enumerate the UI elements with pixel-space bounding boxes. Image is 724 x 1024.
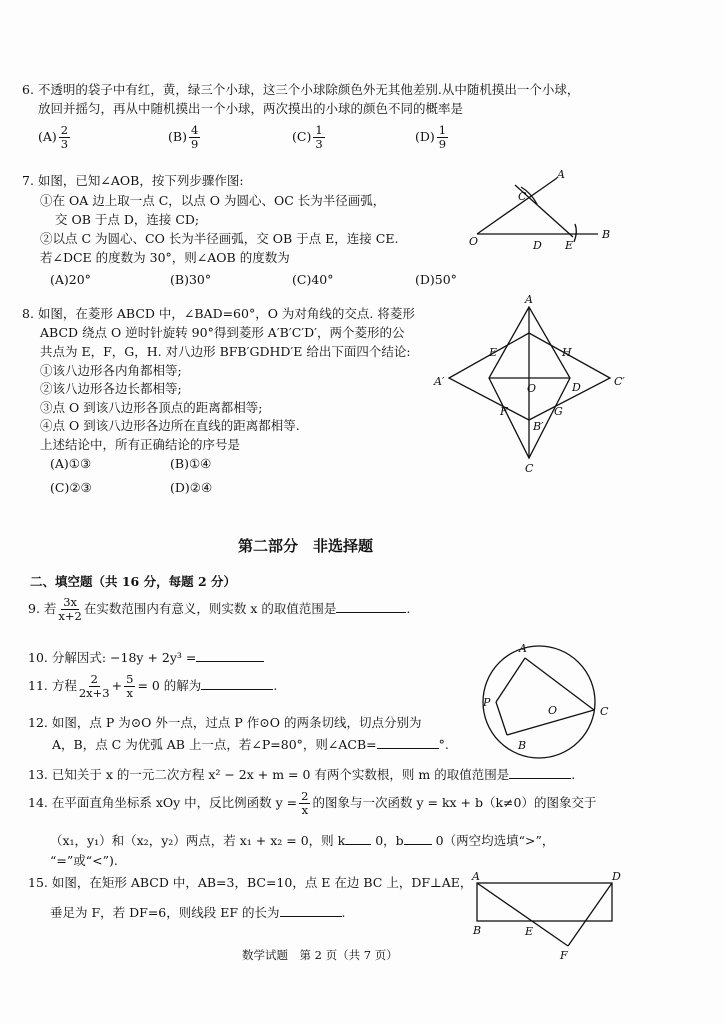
q9-end: . bbox=[406, 601, 411, 616]
q13-end: . bbox=[571, 767, 576, 782]
q7-option-b: (B)30° bbox=[170, 272, 212, 287]
label-e: E bbox=[489, 346, 498, 359]
q12-text: A，B，点 C 为优弧 AB 上一点，若∠P=80°，则∠ACB= bbox=[52, 737, 377, 752]
q7-line1: 7. 如图，已知∠AOB，按下列步骤作图: bbox=[22, 173, 244, 188]
q8-line2: ABCD 绕点 O 逆时针旋转 90°得到菱形 A′B′C′D′，两个菱形的公 bbox=[40, 325, 405, 340]
denominator: 2x+3 bbox=[78, 686, 110, 700]
q15-line1: 15. 如图，在矩形 ABCD 中，AB=3，BC=10，点 E 在边 BC 上，DF⊥AE， bbox=[28, 875, 473, 890]
label-c: C bbox=[600, 705, 609, 718]
label-b: B bbox=[518, 739, 527, 752]
numerator: 5 bbox=[126, 672, 134, 686]
q8-conclusion-1: ①该八边形各内角都相等; bbox=[40, 363, 182, 378]
label-g: G bbox=[554, 405, 563, 418]
q11-text: = 0 的解为 bbox=[137, 678, 202, 693]
label-a: A bbox=[557, 168, 565, 181]
option-label: (D) bbox=[415, 129, 435, 144]
label-c: C bbox=[518, 190, 527, 203]
label-e: E bbox=[525, 925, 534, 938]
q9-prefix: 9. 若 bbox=[28, 601, 57, 616]
q8-option-a: (A)①③ bbox=[50, 456, 92, 471]
q8-conclusion-3: ③点 O 到该八边形各顶点的距离都相等; bbox=[40, 400, 263, 415]
plus-sign: + bbox=[111, 678, 123, 693]
option-label: (C) bbox=[292, 129, 312, 144]
page-footer: 数学试题 第 2 页（共 7 页） bbox=[242, 948, 398, 962]
q9-text: 在实数范围内有意义，则实数 x 的取值范围是 bbox=[83, 601, 337, 616]
denominator: x bbox=[126, 686, 134, 700]
label-f: F bbox=[500, 405, 508, 418]
q8-option-c: (C)②③ bbox=[50, 480, 92, 495]
option-label: (B) bbox=[168, 129, 187, 144]
denominator: x bbox=[301, 803, 309, 817]
subsection-heading: 二、填空题（共 16 分，每题 2 分） bbox=[30, 574, 237, 589]
q8-prompt: 上述结论中，所有正确结论的序号是 bbox=[40, 437, 241, 452]
q11-prefix: 11. 方程 bbox=[28, 678, 77, 693]
label-a-prime: A′ bbox=[434, 375, 445, 388]
q14-text: 0（两空均选填“>”， bbox=[435, 833, 555, 848]
label-e: E bbox=[565, 239, 574, 252]
label-a: A bbox=[519, 642, 527, 655]
q11-end: . bbox=[273, 678, 278, 693]
numerator: 1 bbox=[315, 123, 323, 137]
q12-line1: 12. 如图，点 P 为⊙O 外一点，过点 P 作⊙O 的两条切线，切点分别为 bbox=[28, 715, 422, 730]
q15-rectangle-figure bbox=[12, 0, 724, 1000]
numerator: 3x bbox=[63, 595, 78, 609]
label-c: C bbox=[525, 462, 534, 475]
label-b: B bbox=[602, 228, 611, 241]
q14-text: 的图象与一次函数 y = kx + b（k≠0）的图象交于 bbox=[312, 795, 597, 810]
numerator: 2 bbox=[60, 123, 69, 137]
numerator: 4 bbox=[190, 123, 199, 137]
label-o: O bbox=[548, 704, 558, 717]
denominator: x+2 bbox=[58, 609, 82, 623]
numerator: 1 bbox=[438, 123, 447, 137]
numerator: 2 bbox=[301, 789, 309, 803]
q8-line3: 共点为 E，F，G，H. 对八边形 BFB′GDHD′E 给出下面四个结论: bbox=[40, 344, 411, 359]
numerator: 2 bbox=[90, 672, 98, 686]
q7-option-a: (A)20° bbox=[50, 272, 91, 287]
label-a: A bbox=[525, 293, 533, 306]
q8-line1: 8. 如图，在菱形 ABCD 中，∠BAD=60°，O 为对角线的交点. 将菱形 bbox=[22, 306, 415, 321]
label-d: D bbox=[572, 381, 581, 394]
q14-line3: “=”或“<”). bbox=[50, 853, 118, 868]
q8-option-b: (B)①④ bbox=[170, 456, 212, 471]
q7-line4: ②以点 C 为圆心、CO 长为半径画弧，交 OB 于点 E，连接 CE. bbox=[40, 231, 399, 246]
q14-text: 0，b bbox=[375, 833, 404, 848]
denominator: 3 bbox=[60, 137, 69, 151]
q7-line5: 若∠DCE 的度数为 30°，则∠AOB 的度数为 bbox=[40, 250, 290, 265]
label-h: H bbox=[562, 346, 572, 359]
line-af bbox=[477, 883, 568, 946]
q7-line2: ①在 OA 边上取一点 C，以点 O 为圆心、OC 长为半径画弧， bbox=[40, 193, 386, 208]
denominator: 9 bbox=[190, 137, 199, 151]
q8-conclusion-4: ④点 O 到该八边形各边所在直线的距离都相等. bbox=[40, 418, 300, 433]
q8-option-d: (D)②④ bbox=[170, 480, 213, 495]
q14-prefix: 14. 在平面直角坐标系 xOy 中，反比例函数 y = bbox=[28, 795, 298, 810]
q7-option-c: (C)40° bbox=[292, 272, 334, 287]
label-o: O bbox=[527, 382, 537, 395]
q12-end: °. bbox=[438, 737, 449, 752]
denominator: 3 bbox=[315, 137, 323, 151]
denominator: 9 bbox=[438, 137, 447, 151]
q8-conclusion-2: ②该八边形各边长都相等; bbox=[40, 381, 182, 396]
label-d: D bbox=[612, 870, 621, 883]
q10-text: 10. 分解因式: −18y + 2y³ = bbox=[28, 650, 197, 665]
option-label: (A) bbox=[38, 129, 57, 144]
q6-line1: 6. 不透明的袋子中有红，黄，绿三个小球，这三个小球除颜色外无其他差别.从中随机摸出一个小球， bbox=[22, 82, 580, 97]
label-a: A bbox=[472, 870, 480, 883]
q15-text: 垂足为 F，若 DF=6，则线段 EF 的长为 bbox=[50, 905, 280, 920]
q6-line2: 放回并摇匀，再从中随机摸出一个小球，两次摸出的小球的颜色不同的概率是 bbox=[38, 101, 464, 116]
q7-option-d: (D)50° bbox=[415, 272, 457, 287]
q13-text: 13. 已知关于 x 的一元二次方程 x² − 2x + m = 0 有两个实数根，则 m 的取值范围是 bbox=[28, 767, 510, 782]
line-df bbox=[568, 883, 612, 946]
label-c-prime: C′ bbox=[614, 375, 625, 388]
q15-end: . bbox=[341, 905, 346, 920]
label-d: D bbox=[533, 239, 542, 252]
q14-text: （x₁，y₁）和（x₂，y₂）两点，若 x₁ + x₂ = 0，则 k bbox=[50, 833, 346, 848]
label-b: B bbox=[473, 924, 482, 937]
section-title: 第二部分 非选择题 bbox=[238, 537, 374, 555]
label-b-prime: B′ bbox=[533, 420, 544, 433]
q7-line3: 交 OB 于点 D，连接 CD; bbox=[55, 212, 200, 227]
rectangle-abcd bbox=[477, 883, 612, 921]
label-p: P bbox=[483, 696, 491, 709]
label-f: F bbox=[560, 949, 568, 962]
label-o: O bbox=[469, 235, 479, 248]
